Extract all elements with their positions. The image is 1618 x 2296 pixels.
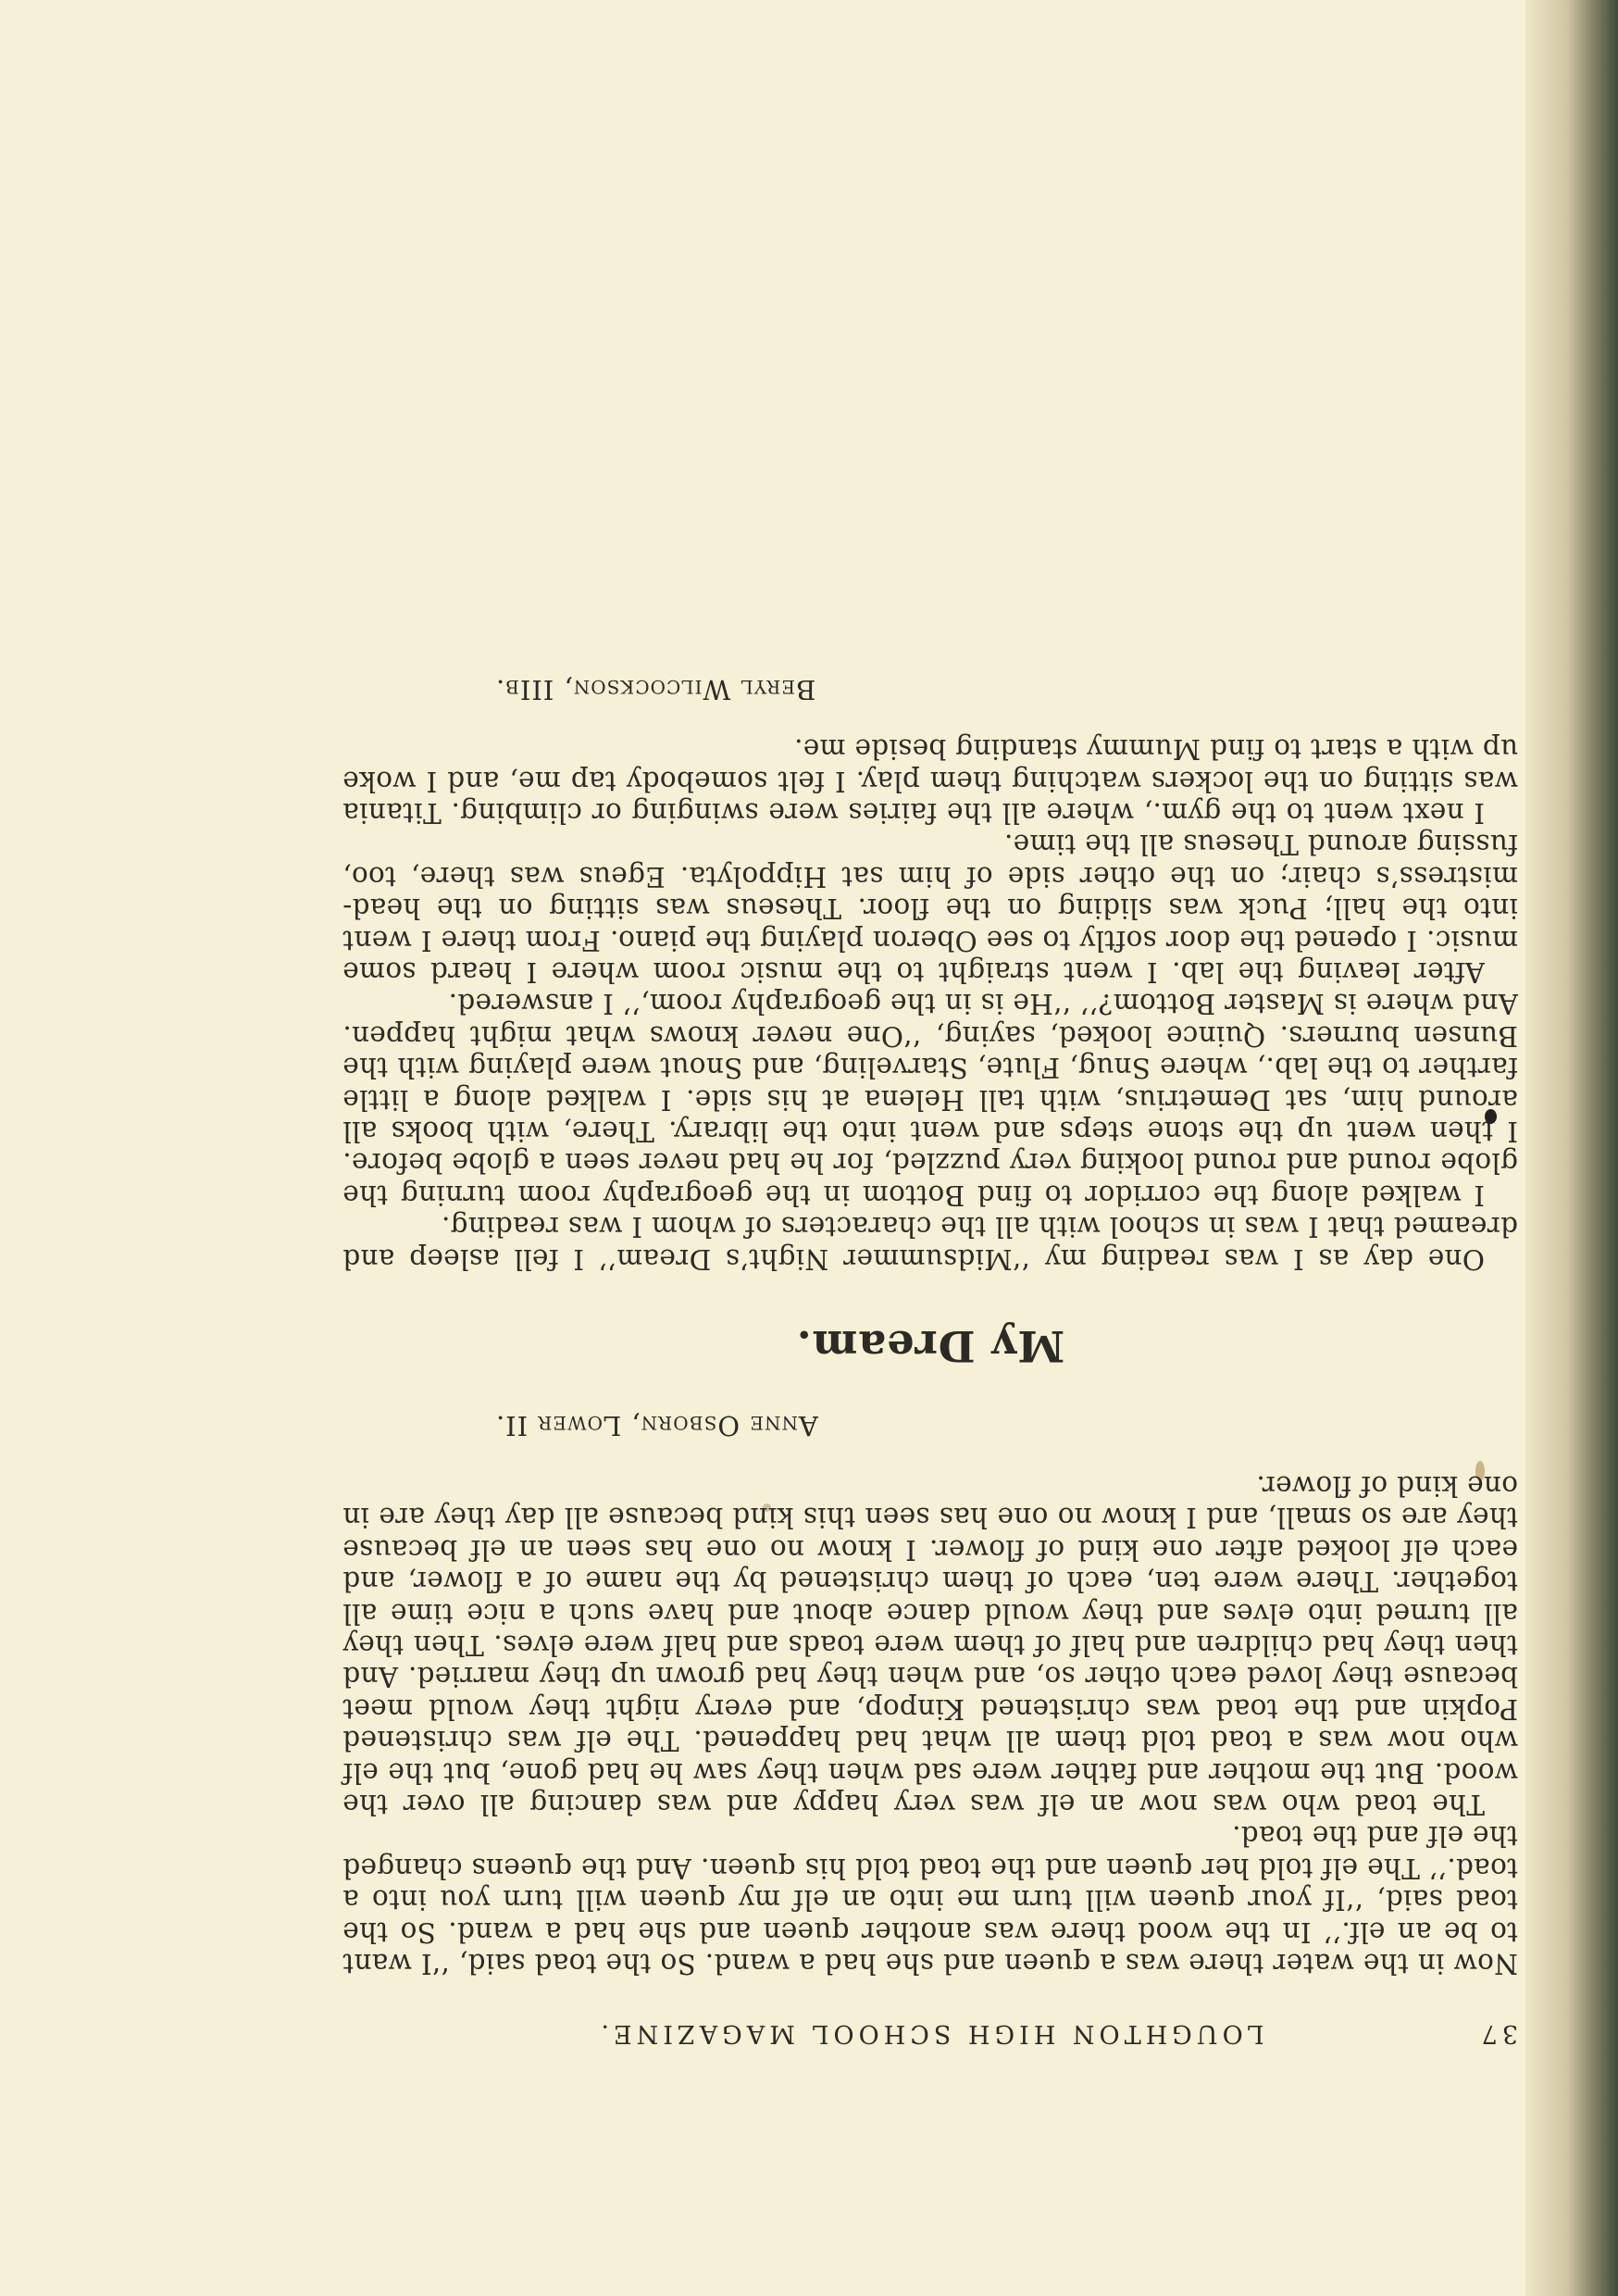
my-dream-story: [342, 673, 1518, 1372]
story-paragraph: I next went to the gym., where all the fairies were swinging or climbing. Titania was sitting on the lockers watching them play. I felt somebody tap me, and I woke up with a start to find Mummy standing beside me.: [342, 733, 1518, 829]
body-text: [342, 673, 1518, 1979]
running-title: LOUGHTON HIGH SCHOOL MAGAZINE.: [596, 2019, 1264, 2048]
author-signature: Anne Osborn, Lower II.: [495, 1410, 818, 1442]
elf-and-toad-story: [342, 1410, 1518, 1979]
author-signature: Beryl Wilcockson, IIIb.: [495, 673, 816, 705]
story-paragraph: Now in the water there was a queen and she had a wand. So the toad said, ‘‘I want to be an elf.’’ In the wood there was another queen and she had a wand. So the toad said, ‘‘If your queen will turn me into an elf my queen will turn you into a toad.’’ The elf told her queen and the toad told his queen. And the queens changed the elf and the toad.: [342, 1820, 1518, 1979]
story-paragraph: The toad who was now an elf was very happy and was dancing all over the wood. But the mother and father were sad when they saw he had gone, but the elf who now was a toad told them all what had happened. The elf was christened Popkin and the toad was christened Kinpop, and every night they would meet because they loved each other so, and when they had grown up they married. And then they had children and half of them were toads and half were elves. Then they all turned into elves and they would dance about and have such a nice time all together. There were ten, each of them christened by the name of a flower, and each elf looked after one kind of flower. I know no one has seen an elf because they are so small, and I know no one has seen this kind because all day they are in one kind of flower.: [342, 1469, 1518, 1820]
story-paragraph: I walked along the corridor to find Bottom in the geography room turning the globe round and round looking very puzzled, for he had never seen a globe before. I then went up the stone steps and went into the library. There, with books all around him, sat Demetrius, with tall Helena at his side. I walked along a little farther to the lab., where Snug, Flute, Starveling, and Snout were playing with the Bunsen burners. Quince looked, saying, ‘‘One never knows what might happen. And where is Master Bottom?’’ ‘‘He is in the geography room,’’ I answered.: [342, 988, 1518, 1211]
page-number: 37: [1476, 2019, 1518, 2048]
story-paragraph: After leaving the lab. I went straight to the music room where I heard some music. I opened the door softly to see Oberon playing the piano. From there I went into the hall; Puck was sliding on the floor. Theseus was sitting on the head-mistress’s chair; on the other side of him sat Hippolyta. Egeus was there, too, fussing around Theseus all the time.: [342, 829, 1518, 989]
story-paragraph: One day as I was reading my ‘‘Midsummer Night’s Dream’’ I fell asleep and dreamed that I was in school with all the characters of whom I was reading.: [342, 1211, 1518, 1275]
story-title: My Dream.: [795, 1321, 1065, 1372]
